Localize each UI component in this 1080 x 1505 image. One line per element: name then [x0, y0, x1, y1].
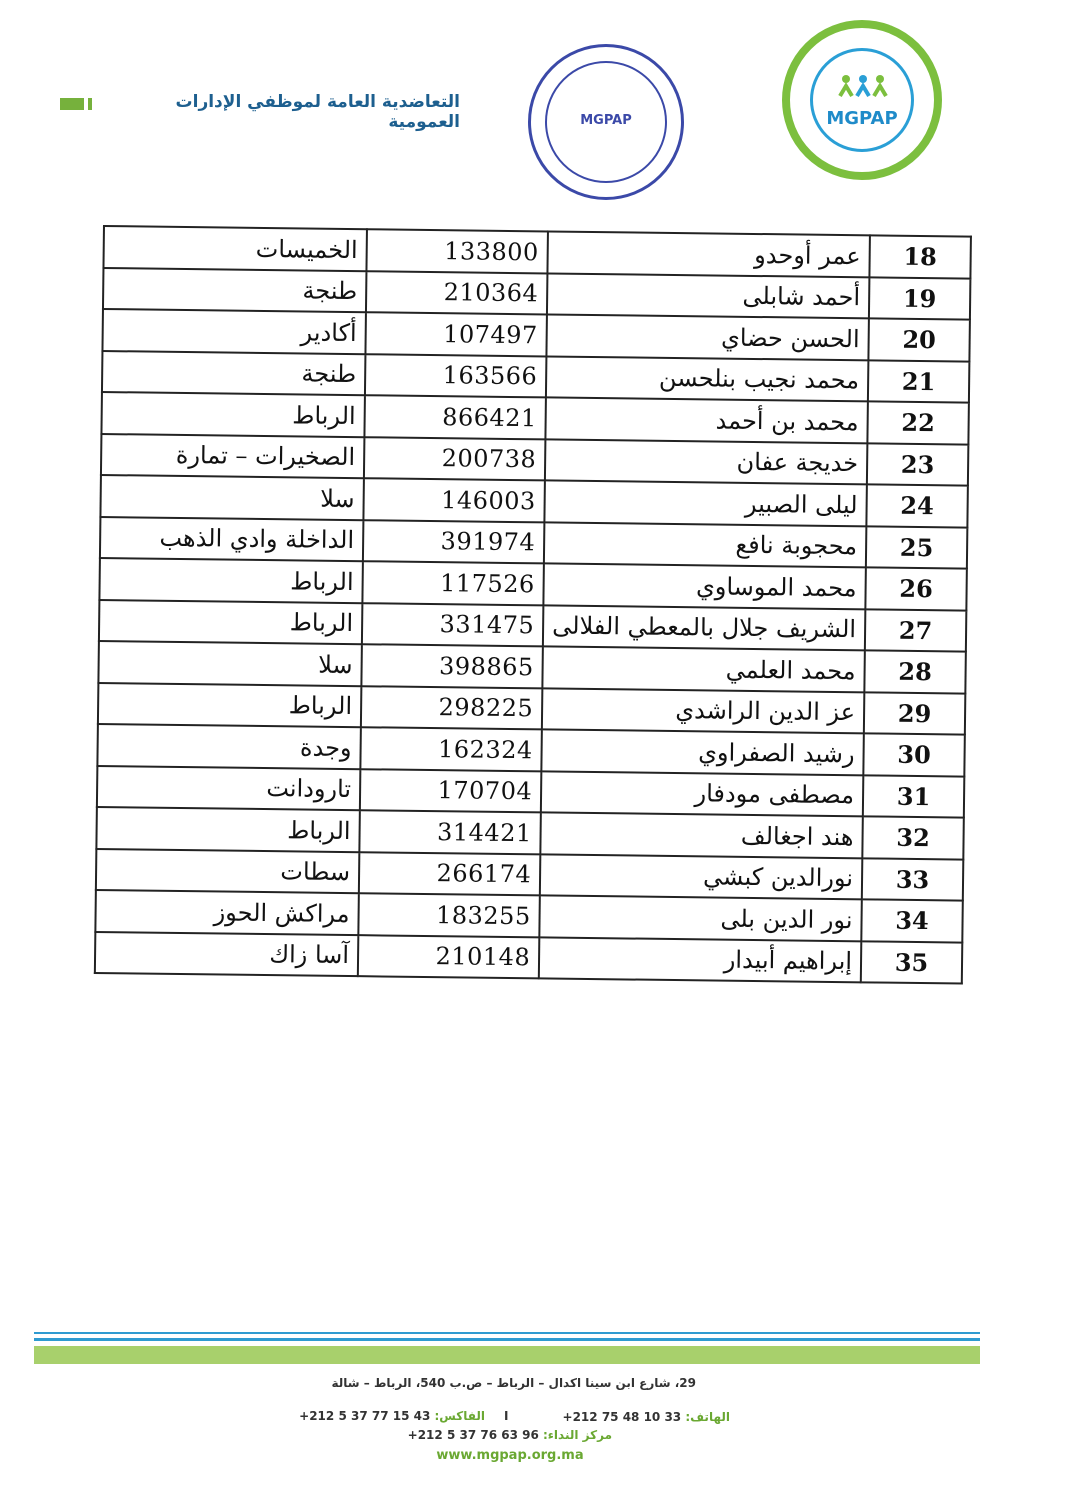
- footer-fax: [285, 1409, 485, 1423]
- member-number-cell: 266174: [359, 852, 541, 896]
- member-name-cell: ليلى الصبير: [545, 480, 867, 525]
- city-cell: الرباط: [99, 599, 362, 644]
- member-name-cell: الحسن حضاي: [547, 314, 869, 359]
- organization-title: التعاضدية العامة لموظفي الإدارات العمومية: [175, 92, 460, 132]
- city-cell: آسا زاك: [95, 931, 358, 976]
- member-name-cell: محمد الموساوي: [544, 563, 866, 608]
- row-index-cell: 21: [868, 360, 970, 403]
- city-cell: مراكش الحوز: [95, 890, 358, 935]
- member-number-cell: 117526: [362, 561, 544, 605]
- footer-line-thin: [34, 1332, 980, 1334]
- phone-number: +212 75 48 10 33: [562, 1410, 682, 1424]
- row-index-cell: 30: [863, 733, 965, 776]
- member-number-cell: 107497: [365, 312, 547, 356]
- member-name-cell: نور الدين بلى: [539, 895, 861, 940]
- member-name-cell: أحمد شابلى: [547, 273, 869, 318]
- member-number-cell: 298225: [361, 686, 543, 730]
- header-accent-bar-small: [88, 98, 92, 110]
- row-index-cell: 22: [867, 401, 969, 444]
- fax-label: الفاكس:: [434, 1409, 485, 1423]
- member-name-cell: محمد نجيب بنلحسن: [546, 356, 868, 401]
- call-center-label: مركز النداء:: [542, 1428, 612, 1442]
- city-cell: طنجة: [103, 268, 366, 313]
- mgpap-logo: [782, 20, 942, 180]
- row-index-cell: 19: [869, 277, 971, 320]
- member-name-cell: هند اجغالف: [540, 812, 862, 857]
- member-number-cell: 391974: [363, 520, 545, 564]
- member-name-cell: عز الدين الراشدي: [542, 688, 864, 733]
- member-name-cell: رشيد الصفراوي: [541, 729, 863, 774]
- city-cell: الرباط: [101, 392, 364, 437]
- footer-call-center: [404, 1428, 612, 1442]
- member-name-cell: إبراهيم أبيدار: [539, 937, 861, 982]
- member-number-cell: 210364: [366, 271, 548, 315]
- member-number-cell: 183255: [358, 893, 540, 937]
- city-cell: الرباط: [96, 807, 359, 852]
- row-index-cell: 34: [861, 899, 963, 942]
- members-table: [94, 225, 972, 985]
- footer-website-link[interactable]: www.mgpap.org.ma: [436, 1448, 584, 1463]
- member-number-cell: 133800: [366, 229, 548, 273]
- city-cell: تارودانت: [97, 765, 360, 810]
- footer-band-green: [34, 1346, 980, 1364]
- row-index-cell: 23: [867, 443, 969, 486]
- member-number-cell: 331475: [362, 603, 544, 647]
- city-cell: الخميسات: [103, 226, 366, 271]
- row-index-cell: 32: [862, 816, 964, 859]
- member-name-cell: محمد بن أحمد: [546, 397, 868, 442]
- people-icon: [838, 74, 888, 102]
- row-index-cell: 28: [864, 650, 966, 693]
- member-number-cell: 162324: [360, 727, 542, 771]
- member-name-cell: خديجة عفان: [545, 439, 867, 484]
- member-number-cell: 200738: [364, 437, 546, 481]
- city-cell: سطات: [96, 848, 359, 893]
- row-index-cell: 24: [866, 484, 968, 527]
- member-name-cell: محجوبة نافع: [544, 522, 866, 567]
- row-index-cell: 26: [865, 567, 967, 610]
- member-name-cell: مصطفى مودفار: [541, 771, 863, 816]
- row-index-cell: 27: [865, 609, 967, 652]
- call-center-number: +212 5 37 76 63 96: [407, 1428, 539, 1442]
- member-name-cell: محمد العلمي: [542, 646, 864, 691]
- member-number-cell: 314421: [359, 810, 541, 854]
- member-number-cell: 146003: [363, 478, 545, 522]
- official-stamp: [528, 44, 684, 200]
- logo-wordmark: MGPAP: [826, 108, 898, 129]
- row-index-cell: 29: [864, 692, 966, 735]
- row-index-cell: 25: [866, 526, 968, 569]
- fax-number: +212 5 37 77 15 43: [299, 1409, 431, 1423]
- member-number-cell: 170704: [360, 769, 542, 813]
- member-number-cell: 398865: [361, 644, 543, 688]
- row-index-cell: 18: [869, 235, 971, 278]
- row-index-cell: 20: [868, 318, 970, 361]
- city-cell: وجدة: [97, 724, 360, 769]
- header-accent-bar: [60, 98, 84, 110]
- footer-address: 29، شارع ابن سينا اكدال – الرباط – ص.ب 540، الرباط – شالة: [331, 1376, 696, 1390]
- member-name-cell: نورالدين كبشي: [540, 854, 862, 899]
- member-number-cell: 210148: [358, 935, 540, 979]
- member-name-cell: الشريف جلال بالمعطي الفلالى: [543, 605, 865, 650]
- footer-line-blue: [34, 1338, 980, 1341]
- city-cell: الصخيرات – تمارة: [101, 433, 364, 478]
- city-cell: الرباط: [99, 558, 362, 603]
- member-number-cell: 163566: [365, 354, 547, 398]
- member-number-cell: 866421: [364, 395, 546, 439]
- row-index-cell: 31: [863, 775, 965, 818]
- city-cell: طنجة: [102, 351, 365, 396]
- row-index-cell: 33: [862, 858, 964, 901]
- city-cell: الرباط: [98, 682, 361, 727]
- footer-phone: [560, 1410, 730, 1424]
- row-index-cell: 35: [861, 941, 963, 984]
- city-cell: سلا: [98, 641, 361, 686]
- footer-separator: I: [504, 1409, 509, 1423]
- member-name-cell: عمر أوحدو: [548, 231, 870, 276]
- city-cell: سلا: [100, 475, 363, 520]
- stamp-label: MGPAP: [580, 113, 632, 128]
- city-cell: الداخلة وادي الذهب: [100, 516, 363, 561]
- city-cell: أكادير: [102, 309, 365, 354]
- phone-label: الهاتف:: [685, 1410, 730, 1424]
